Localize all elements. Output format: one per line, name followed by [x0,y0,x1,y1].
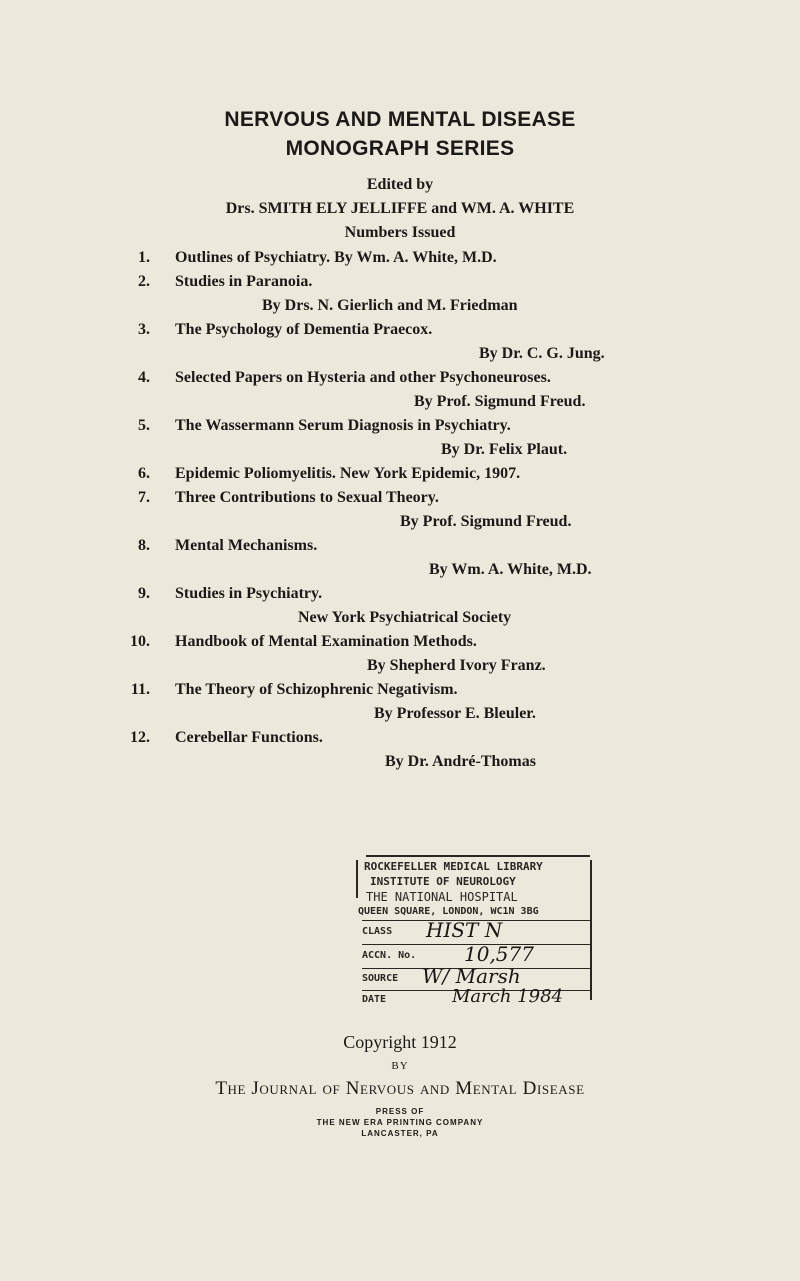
entry-3-author: By Dr. C. G. Jung. [479,345,605,362]
stamp-source-label: SOURCE [362,973,399,984]
copyright-by: BY [391,1060,409,1072]
entry-2-author: By Drs. N. Gierlich and M. Friedman [262,297,518,314]
entry-number: 6. [138,465,150,482]
entry-number: 4. [138,369,150,386]
entry-5-author: By Dr. Felix Plaut. [441,441,568,458]
entry-number: 10. [130,633,150,650]
stamp-accession-label: ACCN. No. [362,950,417,961]
entry-title: Mental Mechanisms. [175,537,318,554]
entry-title: Three Contributions to Sexual Theory. [175,489,439,506]
entry-title: Epidemic Poliomyelitis. New York Epidemic, 1907. [175,465,521,482]
printing-company: THE NEW ERA PRINTING COMPANY [316,1118,484,1127]
entry-title: Studies in Paranoia. [175,273,313,290]
edited-by-label: Edited by [366,176,434,193]
entry-title: Studies in Psychiatry. [175,585,323,602]
stamp-accession-value: 10,577 [464,942,534,966]
entry-10-author: By Shepherd Ivory Franz. [367,657,546,674]
editors-line: Drs. SMITH ELY JELLIFFE and WM. A. WHITE [225,200,575,217]
stamp-date-label: DATE [362,994,387,1005]
series-title-line1: NERVOUS AND MENTAL DISEASE [224,108,576,131]
entry-title: Selected Papers on Hysteria and other Psychoneuroses. [175,369,551,386]
series-title-line2: MONOGRAPH SERIES [285,137,515,160]
stamp-date-value: March 1984 [452,986,563,1007]
stamp-institute: INSTITUTE OF NEUROLOGY [370,875,516,888]
journal-name: The Journal of Nervous and Mental Disease [215,1078,585,1099]
numbers-issued-heading: Numbers Issued [344,224,456,241]
entry-number: 7. [138,489,150,506]
library-stamp [356,852,592,1007]
entry-title: Outlines of Psychiatry. By Wm. A. White, M.D. [175,249,497,266]
entry-7-author: By Prof. Sigmund Freud. [400,513,572,530]
entry-number: 2. [138,273,150,290]
entry-number: 5. [138,417,150,434]
entry-title: The Wassermann Serum Diagnosis in Psychiatry. [175,417,511,434]
entry-title: Cerebellar Functions. [175,729,323,746]
stamp-library-name: ROCKEFELLER MEDICAL LIBRARY [364,860,543,873]
stamp-hospital: THE NATIONAL HOSPITAL [366,890,518,904]
stamp-class-value: HIST N [426,918,503,942]
stamp-source-value: W/ Marsh [422,964,521,988]
entry-9-author: New York Psychiatrical Society [298,609,512,626]
entry-number: 12. [130,729,150,746]
entry-number: 11. [130,681,150,698]
entry-title: The Psychology of Dementia Praecox. [175,321,433,338]
entry-12-author: By Dr. André-Thomas [385,753,536,770]
entry-number: 3. [138,321,150,338]
press-of: PRESS OF [375,1107,425,1116]
stamp-border [356,860,358,898]
press-location: LANCASTER, PA [361,1129,439,1138]
stamp-border [590,860,592,1000]
entry-11-author: By Professor E. Bleuler. [374,705,536,722]
stamp-border [366,855,590,857]
entry-4-author: By Prof. Sigmund Freud. [414,393,586,410]
copyright-line: Copyright 1912 [343,1032,457,1052]
entry-number: 8. [138,537,150,554]
stamp-class-label: CLASS [362,926,393,937]
entry-title: The Theory of Schizophrenic Negativism. [175,681,458,698]
entry-8-author: By Wm. A. White, M.D. [429,561,592,578]
stamp-address: QUEEN SQUARE, LONDON, WC1N 3BG [358,906,539,917]
entry-number: 1. [138,249,150,266]
entry-number: 9. [138,585,150,602]
entry-title: Handbook of Mental Examination Methods. [175,633,477,650]
